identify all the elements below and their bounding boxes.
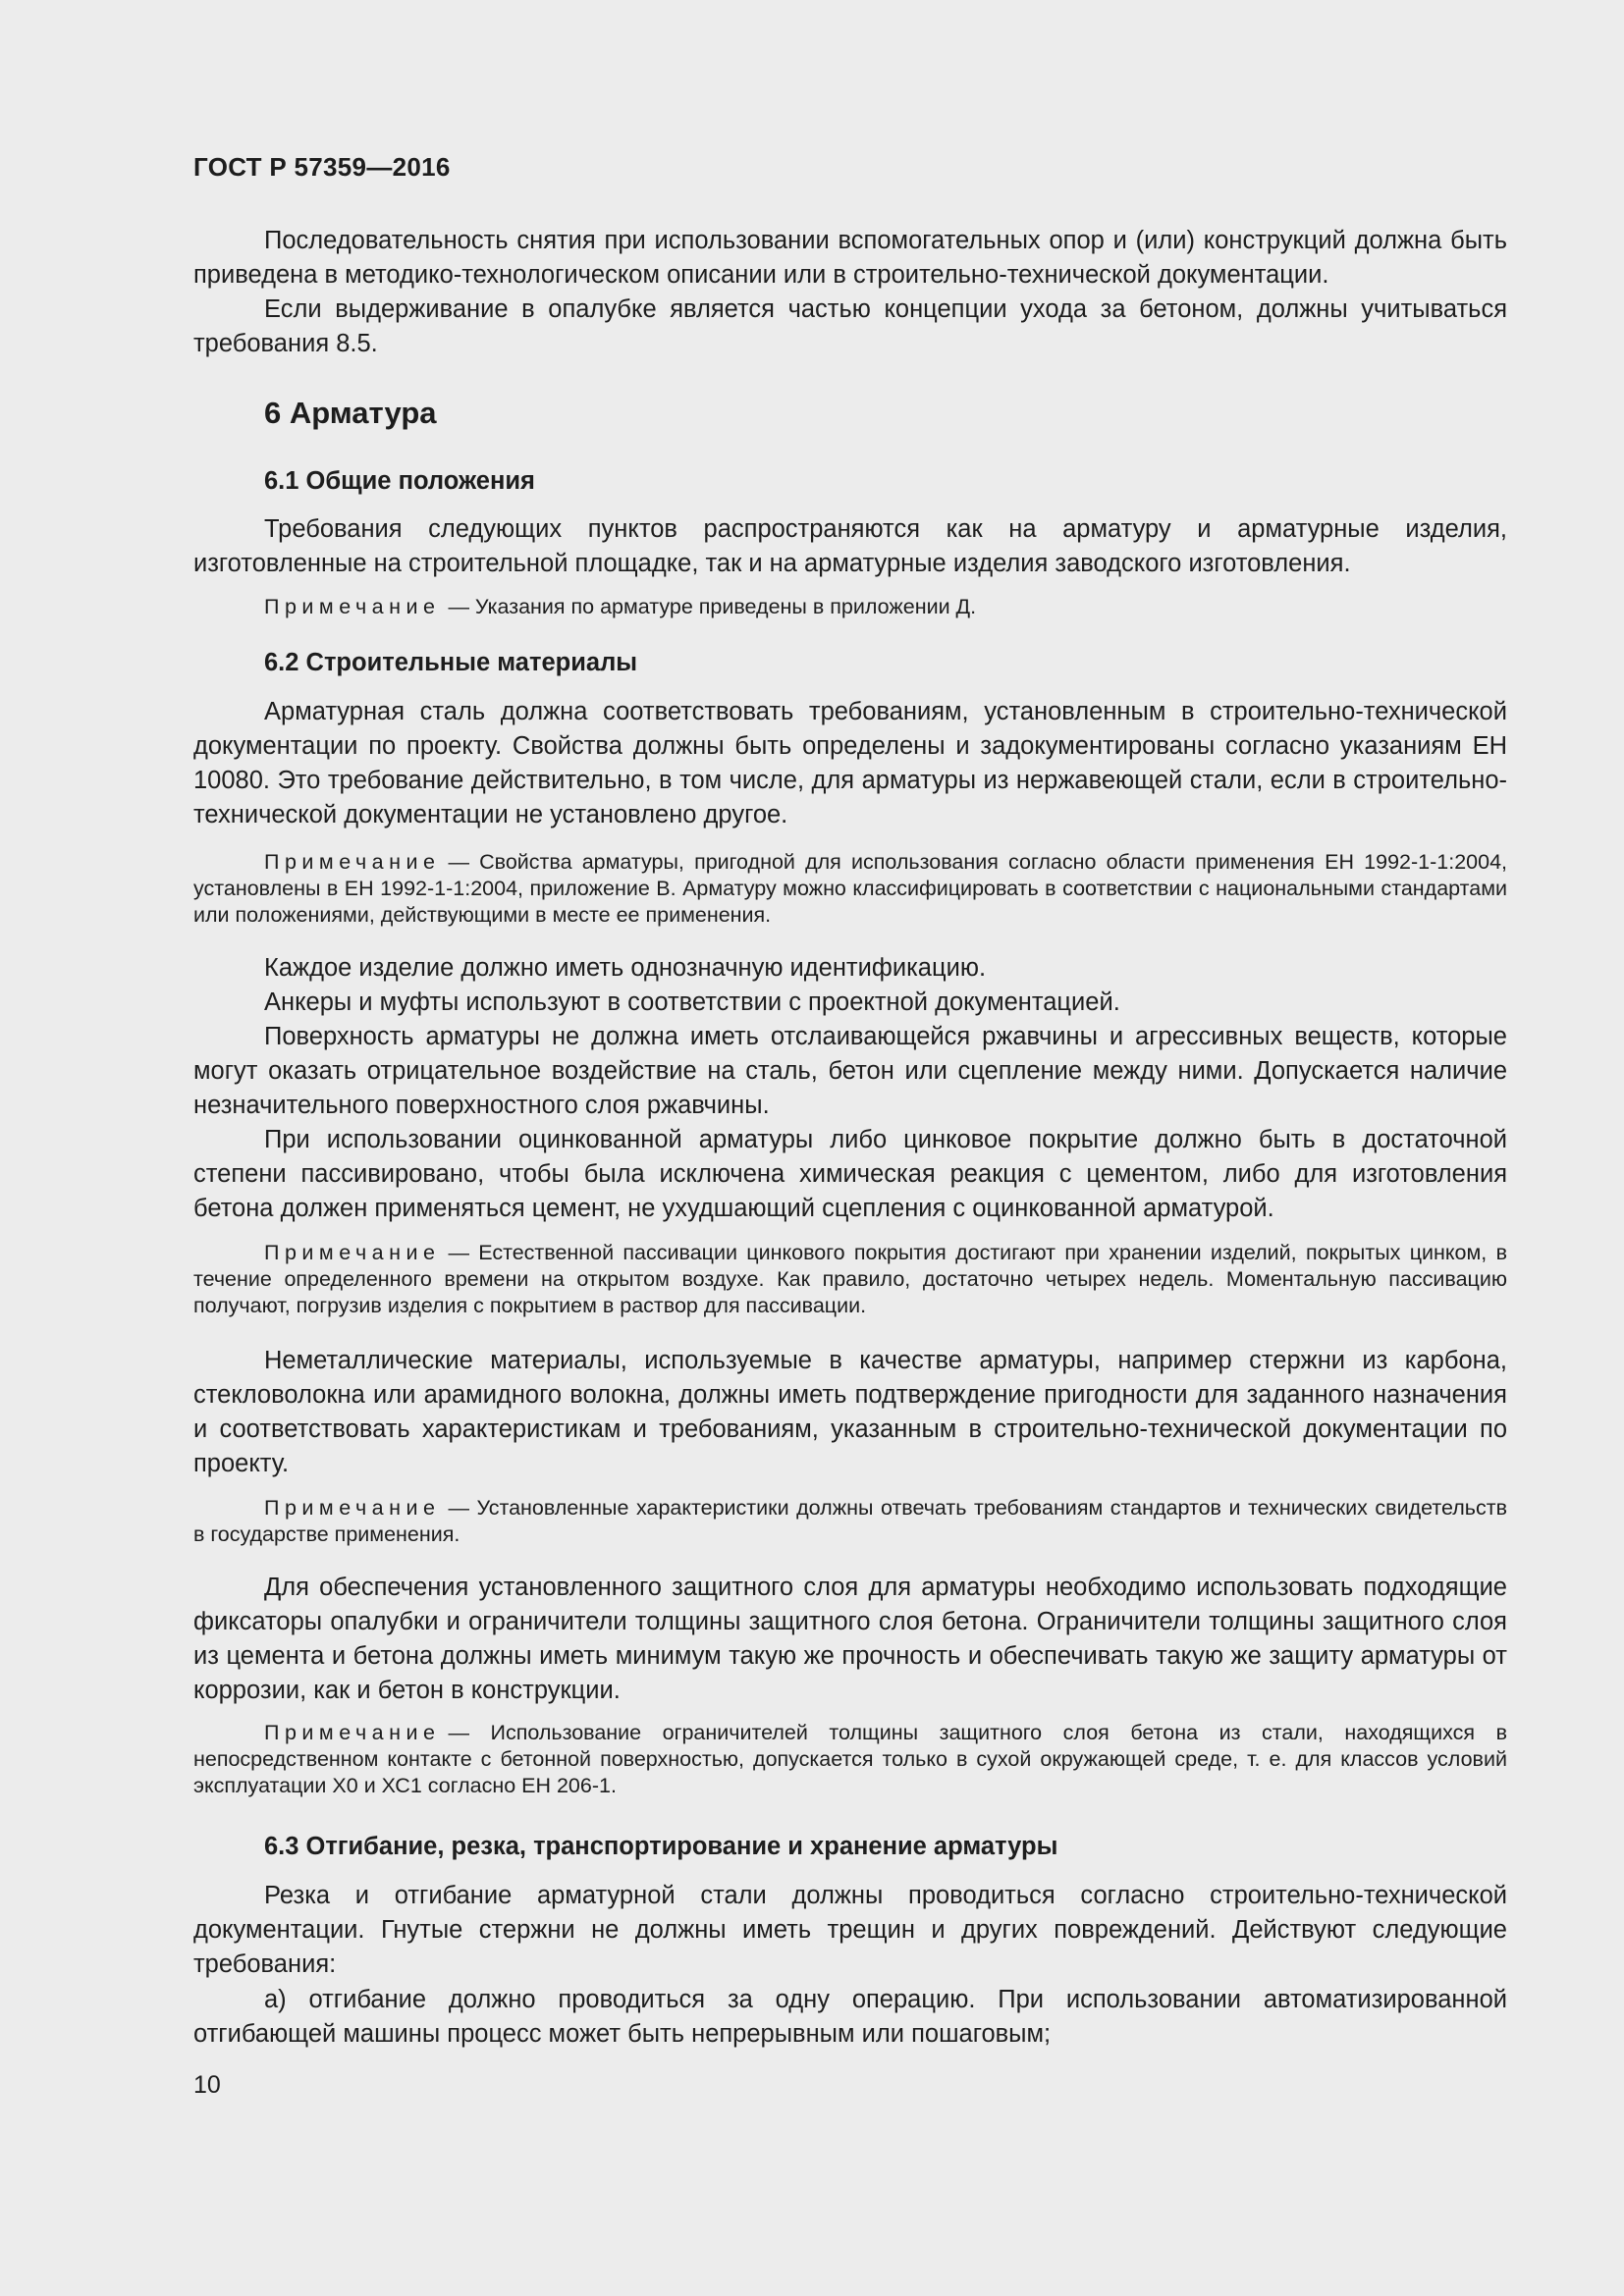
s6-2-note-1 <box>193 849 1507 929</box>
subsection-6-3-heading <box>193 1833 1507 1861</box>
note-body: — Использование ограничителей толщины защитного слоя бетона из стали, находящихся в непосредственном контакте с бетонной поверхностью, допускается только в сухой окружающей среде, т. е. для классов условий эксплуатации Х0 и ХС1 согласно ЕН 206-1. <box>193 1721 1507 1797</box>
s6-2-note-2 <box>193 1240 1507 1319</box>
note-body: — Естественной пассивации цинкового покрытия достигают при хранении изделий, покрытых цинком, в течение определенного времени на открытом воздухе. Как правило, достаточно четырех недель. Моментальную пассивацию получают, погрузив изделия с покрытием в раствор для пассивации. <box>193 1241 1507 1317</box>
paragraph-text: Резка и отгибание арматурной стали должны проводиться согласно строительно-технической документации. Гнутые стержни не должны иметь трещин и других повреждений. Действуют следующие требования: <box>193 1882 1507 1978</box>
s6-2-paragraph-1 <box>193 695 1507 832</box>
paragraph-text: Неметаллические материалы, используемые в качестве арматуры, например стержни из карбона, стекловолокна или арамидного волокна, должны иметь подтверждение пригодности для заданного назначения и соответствовать характеристикам и требованиям, указанным в строительно-технической документации по проекту. <box>193 1347 1507 1477</box>
s6-2-paragraph-4 <box>193 1020 1507 1123</box>
subsection-6-2-heading <box>193 649 1507 677</box>
section-title: 6 Арматура <box>264 396 437 430</box>
paragraph-text: Поверхность арматуры не должна иметь отслаивающейся ржавчины и агрессивных веществ, которые могут оказать отрицательное воздействие на сталь, бетон или сцепление между ними. Допускается наличие незначительного поверхностного слоя ржавчины. <box>193 1023 1507 1119</box>
paragraph-text: Требования следующих пунктов распространяются как на арматуру и арматурные изделия, изготовленные на строительной площадке, так и на арматурные изделия заводского изготовления. <box>193 515 1507 577</box>
note-text <box>193 594 1507 620</box>
note-text <box>193 1495 1507 1548</box>
s6-2-note-3 <box>193 1495 1507 1548</box>
s6-2-paragraph-6 <box>193 1344 1507 1481</box>
paragraph-text: Анкеры и муфты используют в соответствии с проектной документацией. <box>264 988 1120 1016</box>
page-number: 10 <box>193 2071 221 2099</box>
note-label: Примечание <box>264 1496 441 1520</box>
note-body: — Установленные характеристики должны отвечать требованиям стандартов и технических свидетельств в государстве применения. <box>193 1496 1507 1546</box>
subsection-title: 6.3 Отгибание, резка, транспортирование и хранение арматуры <box>264 1833 1058 1860</box>
s6-2-note-4 <box>193 1720 1507 1799</box>
note-text <box>193 1720 1507 1799</box>
intro-paragraph-2 <box>193 293 1507 361</box>
document-code-header: ГОСТ Р 57359—2016 <box>193 152 451 182</box>
paragraph-text: Арматурная сталь должна соответствовать требованиям, установленным в строительно-технической документации по проекту. Свойства должны быть определены и задокументированы согласно указаниям ЕН 10080. Это требование действительно, в том числе, для арматуры из нержавеющей стали, если в строительно-технической документации не установлено другое. <box>193 698 1507 828</box>
s6-2-paragraph-7 <box>193 1571 1507 1708</box>
intro-paragraph-1 <box>193 224 1507 293</box>
note-label: Примечание <box>264 1721 441 1744</box>
note-label: Примечание <box>264 1241 441 1264</box>
note-label: Примечание <box>264 595 441 618</box>
note-text <box>193 1240 1507 1319</box>
subsection-title: 6.1 Общие положения <box>264 467 535 495</box>
note-body: — Указания по арматуре приведены в приложении Д. <box>448 595 977 618</box>
note-text <box>193 849 1507 929</box>
paragraph-text: При использовании оцинкованной арматуры либо цинковое покрытие должно быть в достаточной степени пассивировано, чтобы была исключена химическая реакция с цементом, либо для изготовления бетона должен применяться цемент, не ухудшающий сцепления с оцинкованной арматурой. <box>193 1126 1507 1222</box>
intro-text-1: Последовательность снятия при использовании вспомогательных опор и (или) конструкций должна быть приведена в методико-технологическом описании или в строительно-технической документации. <box>193 227 1507 289</box>
intro-text-2: Если выдерживание в опалубке является частью концепции ухода за бетоном, должны учитываться требования 8.5. <box>193 295 1507 357</box>
note-label: Примечание <box>264 850 441 874</box>
s6-3-paragraph-1 <box>193 1879 1507 1982</box>
s6-1-note <box>193 594 1507 620</box>
subsection-6-1-heading <box>193 467 1507 496</box>
note-body: — Свойства арматуры, пригодной для использования согласно области применения ЕН 1992-1-1:2004, установлены в ЕН 1992-1-1:2004, приложение В. Арматуру можно классифицировать в соответствии с национальными стандартами или положениями, действующими в месте ее применения. <box>193 850 1507 927</box>
s6-3-list-item-a <box>193 1983 1507 2052</box>
list-item: а) отгибание должно проводиться за одну операцию. При использовании автоматизированной отгибающей машины процесс может быть непрерывным или пошаговым; <box>193 1986 1507 2048</box>
paragraph-text: Для обеспечения установленного защитного слоя для арматуры необходимо использовать подходящие фиксаторы опалубки и ограничители толщины защитного слоя бетона. Ограничители толщины защитного слоя из цемента и бетона должны иметь минимум такую же прочность и обеспечивать такую же защиту арматуры от коррозии, как и бетон в конструкции. <box>193 1574 1507 1704</box>
s6-2-paragraph-3 <box>193 986 1507 1020</box>
s6-2-paragraph-5 <box>193 1123 1507 1226</box>
subsection-title: 6.2 Строительные материалы <box>264 649 638 676</box>
section-6-heading <box>193 396 1507 431</box>
s6-1-paragraph-1 <box>193 512 1507 581</box>
paragraph-text: Каждое изделие должно иметь однозначную идентификацию. <box>264 954 987 982</box>
s6-2-paragraph-2 <box>193 951 1507 986</box>
